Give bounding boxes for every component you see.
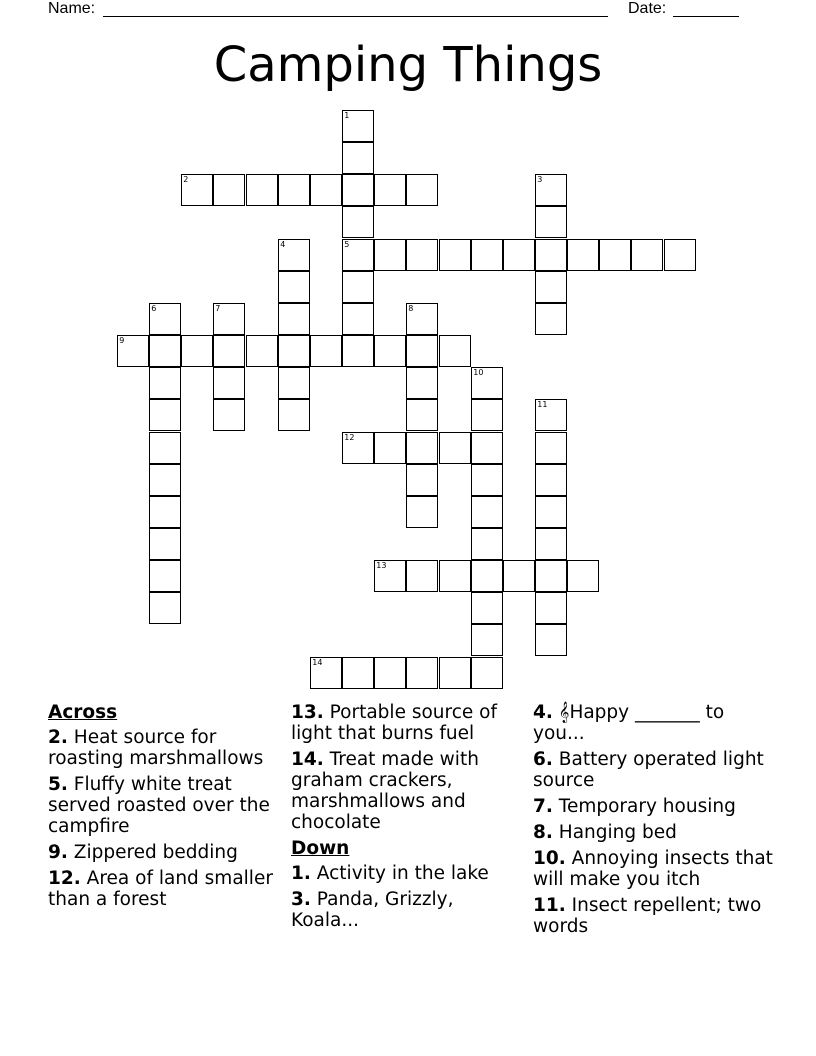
clue-item bbox=[48, 774, 284, 837]
clue-text: Area of land smaller than a forest bbox=[48, 868, 273, 910]
crossword-cell[interactable] bbox=[374, 174, 406, 206]
crossword-cell[interactable] bbox=[149, 335, 181, 367]
clue-number: 4. bbox=[533, 702, 553, 723]
crossword-cell[interactable] bbox=[535, 399, 567, 431]
crossword-cell[interactable] bbox=[278, 303, 310, 335]
crossword-cell[interactable] bbox=[213, 367, 245, 399]
clue-number: 7. bbox=[533, 796, 553, 817]
date-label: Date: bbox=[628, 0, 667, 17]
across-list-b bbox=[291, 702, 527, 833]
clue-number: 1. bbox=[291, 863, 311, 884]
cell-number: 10 bbox=[473, 368, 484, 378]
clue-number: 9. bbox=[48, 842, 68, 863]
crossword-cell[interactable] bbox=[406, 399, 438, 431]
across-heading: Across bbox=[48, 702, 118, 723]
clue-item bbox=[533, 702, 773, 744]
crossword-cell[interactable] bbox=[439, 657, 471, 689]
cell-number: 5 bbox=[344, 240, 350, 250]
clue-number: 3. bbox=[291, 889, 311, 910]
crossword-cell[interactable] bbox=[439, 335, 471, 367]
crossword-cell[interactable] bbox=[310, 174, 342, 206]
crossword-cell[interactable] bbox=[535, 592, 567, 624]
crossword-cell[interactable] bbox=[439, 560, 471, 592]
crossword-cell[interactable] bbox=[631, 239, 663, 271]
crossword-cell[interactable] bbox=[342, 206, 374, 238]
crossword-cell[interactable] bbox=[149, 496, 181, 528]
crossword-cell[interactable] bbox=[374, 560, 406, 592]
name-label: Name: bbox=[48, 0, 96, 17]
crossword-cell[interactable] bbox=[117, 335, 149, 367]
crossword-cell[interactable] bbox=[342, 271, 374, 303]
crossword-cell[interactable] bbox=[374, 239, 406, 271]
cell-number: 8 bbox=[408, 304, 414, 314]
cell-number: 7 bbox=[215, 304, 221, 314]
crossword-cell[interactable] bbox=[406, 239, 438, 271]
crossword-cell[interactable] bbox=[374, 432, 406, 464]
crossword-cell[interactable] bbox=[471, 528, 503, 560]
crossword-cell[interactable] bbox=[406, 464, 438, 496]
clue-item bbox=[533, 822, 773, 843]
crossword-cell[interactable] bbox=[149, 560, 181, 592]
clue-number: 13. bbox=[291, 702, 324, 723]
crossword-cell[interactable] bbox=[342, 303, 374, 335]
cell-number: 6 bbox=[151, 304, 157, 314]
crossword-cell[interactable] bbox=[342, 335, 374, 367]
cell-number: 9 bbox=[119, 336, 125, 346]
crossword-cell[interactable] bbox=[406, 335, 438, 367]
crossword-cell[interactable] bbox=[342, 142, 374, 174]
crossword-cell[interactable] bbox=[278, 399, 310, 431]
clue-item bbox=[291, 863, 527, 884]
cell-number: 2 bbox=[183, 175, 189, 185]
clue-text: Annoying insects that will make you itch bbox=[533, 848, 773, 890]
crossword-cell[interactable] bbox=[181, 174, 213, 206]
crossword-cell[interactable] bbox=[149, 432, 181, 464]
music-note-icon: 𝄞 bbox=[558, 702, 570, 723]
crossword-cell[interactable] bbox=[149, 592, 181, 624]
crossword-cell[interactable] bbox=[535, 464, 567, 496]
crossword-cell[interactable] bbox=[406, 367, 438, 399]
crossword-cell[interactable] bbox=[213, 174, 245, 206]
crossword-cell[interactable] bbox=[149, 464, 181, 496]
clue-number: 12. bbox=[48, 868, 81, 889]
cell-number: 11 bbox=[537, 400, 548, 410]
crossword-cell[interactable] bbox=[406, 174, 438, 206]
crossword-cell[interactable] bbox=[406, 496, 438, 528]
crossword-cell[interactable] bbox=[664, 239, 696, 271]
crossword-cell[interactable] bbox=[503, 239, 535, 271]
page-title: Camping Things bbox=[213, 37, 603, 93]
crossword-cell[interactable] bbox=[567, 560, 599, 592]
crossword-cell[interactable] bbox=[342, 657, 374, 689]
clue-text: Happy _______ to you... bbox=[533, 702, 725, 744]
clue-text: Zippered bedding bbox=[73, 842, 238, 863]
crossword-cell[interactable] bbox=[374, 657, 406, 689]
crossword-cell[interactable] bbox=[310, 657, 342, 689]
crossword-cell[interactable] bbox=[471, 560, 503, 592]
clue-item bbox=[48, 868, 284, 910]
crossword-cell[interactable] bbox=[246, 335, 278, 367]
crossword-cell[interactable] bbox=[278, 335, 310, 367]
clue-number: 14. bbox=[291, 749, 324, 770]
clue-item bbox=[533, 848, 773, 890]
clue-text: Temporary housing bbox=[558, 796, 736, 817]
clues-column-1 bbox=[48, 702, 284, 915]
crossword-cell[interactable] bbox=[471, 239, 503, 271]
down-list-a bbox=[291, 863, 527, 931]
crossword-cell[interactable] bbox=[149, 303, 181, 335]
crossword-cell[interactable] bbox=[406, 432, 438, 464]
clue-text: Activity in the lake bbox=[316, 863, 489, 884]
cell-number: 3 bbox=[537, 175, 543, 185]
across-list-a bbox=[48, 727, 284, 910]
cell-number: 13 bbox=[376, 561, 387, 571]
crossword-cell[interactable] bbox=[342, 432, 374, 464]
crossword-cell[interactable] bbox=[149, 399, 181, 431]
clue-text: Hanging bed bbox=[558, 822, 677, 843]
crossword-cell[interactable] bbox=[213, 399, 245, 431]
crossword-cell[interactable] bbox=[246, 174, 278, 206]
clue-item bbox=[48, 842, 284, 863]
clue-item bbox=[533, 895, 773, 937]
crossword-cell[interactable] bbox=[310, 335, 342, 367]
clue-text: Heat source for roasting marshmallows bbox=[48, 727, 264, 769]
crossword-cell[interactable] bbox=[503, 560, 535, 592]
clue-text: Portable source of light that burns fuel bbox=[291, 702, 497, 744]
crossword-cell[interactable] bbox=[149, 528, 181, 560]
crossword-cell[interactable] bbox=[213, 303, 245, 335]
down-list-b bbox=[533, 702, 773, 937]
clue-item bbox=[48, 727, 284, 769]
cell-number: 14 bbox=[312, 658, 323, 668]
crossword-cell[interactable] bbox=[535, 528, 567, 560]
crossword-cell[interactable] bbox=[278, 271, 310, 303]
crossword-cell[interactable] bbox=[342, 110, 374, 142]
clue-text: Insect repellent; two words bbox=[533, 895, 762, 937]
clue-number: 2. bbox=[48, 727, 68, 748]
crossword-cell[interactable] bbox=[471, 399, 503, 431]
clues-column-2 bbox=[291, 702, 527, 936]
crossword-cell[interactable] bbox=[342, 239, 374, 271]
crossword-cell[interactable] bbox=[439, 239, 471, 271]
clue-item bbox=[533, 749, 773, 791]
crossword-cell[interactable] bbox=[471, 367, 503, 399]
crossword-cell[interactable] bbox=[278, 239, 310, 271]
clue-number: 10. bbox=[533, 848, 566, 869]
crossword-cell[interactable] bbox=[535, 206, 567, 238]
clue-number: 11. bbox=[533, 895, 566, 916]
clue-item bbox=[291, 749, 527, 833]
clue-text: Fluffy white treat served roasted over the campfire bbox=[48, 774, 270, 837]
crossword-cell[interactable] bbox=[471, 624, 503, 656]
crossword-cell[interactable] bbox=[149, 367, 181, 399]
crossword-cell[interactable] bbox=[535, 239, 567, 271]
clue-item bbox=[533, 796, 773, 817]
crossword-cell[interactable] bbox=[535, 271, 567, 303]
clue-text: Battery operated light source bbox=[533, 749, 764, 791]
crossword-cell[interactable] bbox=[535, 496, 567, 528]
crossword-cell[interactable] bbox=[278, 367, 310, 399]
crossword-cell[interactable] bbox=[599, 239, 631, 271]
crossword-cell[interactable] bbox=[406, 657, 438, 689]
crossword-cell[interactable] bbox=[181, 335, 213, 367]
cell-number: 12 bbox=[344, 433, 355, 443]
crossword-cell[interactable] bbox=[535, 174, 567, 206]
crossword-cell[interactable] bbox=[278, 174, 310, 206]
crossword-cell[interactable] bbox=[471, 592, 503, 624]
crossword-cell[interactable] bbox=[535, 560, 567, 592]
crossword-cell[interactable] bbox=[535, 624, 567, 656]
crossword-cell[interactable] bbox=[374, 335, 406, 367]
down-heading: Down bbox=[291, 838, 350, 859]
crossword-cell[interactable] bbox=[406, 560, 438, 592]
clue-item bbox=[291, 702, 527, 744]
crossword-cell[interactable] bbox=[471, 657, 503, 689]
clue-text: Panda, Grizzly, Koala... bbox=[291, 889, 454, 931]
clue-item bbox=[291, 889, 527, 931]
clues-column-3 bbox=[533, 702, 773, 942]
crossword-cell[interactable] bbox=[213, 335, 245, 367]
crossword-cell[interactable] bbox=[567, 239, 599, 271]
crossword-cell[interactable] bbox=[471, 432, 503, 464]
crossword-cell[interactable] bbox=[342, 174, 374, 206]
clue-text: Treat made with graham crackers, marshmallows and chocolate bbox=[291, 749, 479, 833]
crossword-cell[interactable] bbox=[535, 303, 567, 335]
cell-number: 4 bbox=[280, 240, 286, 250]
cell-number: 1 bbox=[344, 111, 350, 121]
crossword-cell[interactable] bbox=[439, 432, 471, 464]
clue-number: 8. bbox=[533, 822, 553, 843]
clue-number: 5. bbox=[48, 774, 68, 795]
crossword-cell[interactable] bbox=[471, 496, 503, 528]
crossword-cell[interactable] bbox=[406, 303, 438, 335]
crossword-cell[interactable] bbox=[535, 432, 567, 464]
clue-number: 6. bbox=[533, 749, 553, 770]
crossword-cell[interactable] bbox=[471, 464, 503, 496]
